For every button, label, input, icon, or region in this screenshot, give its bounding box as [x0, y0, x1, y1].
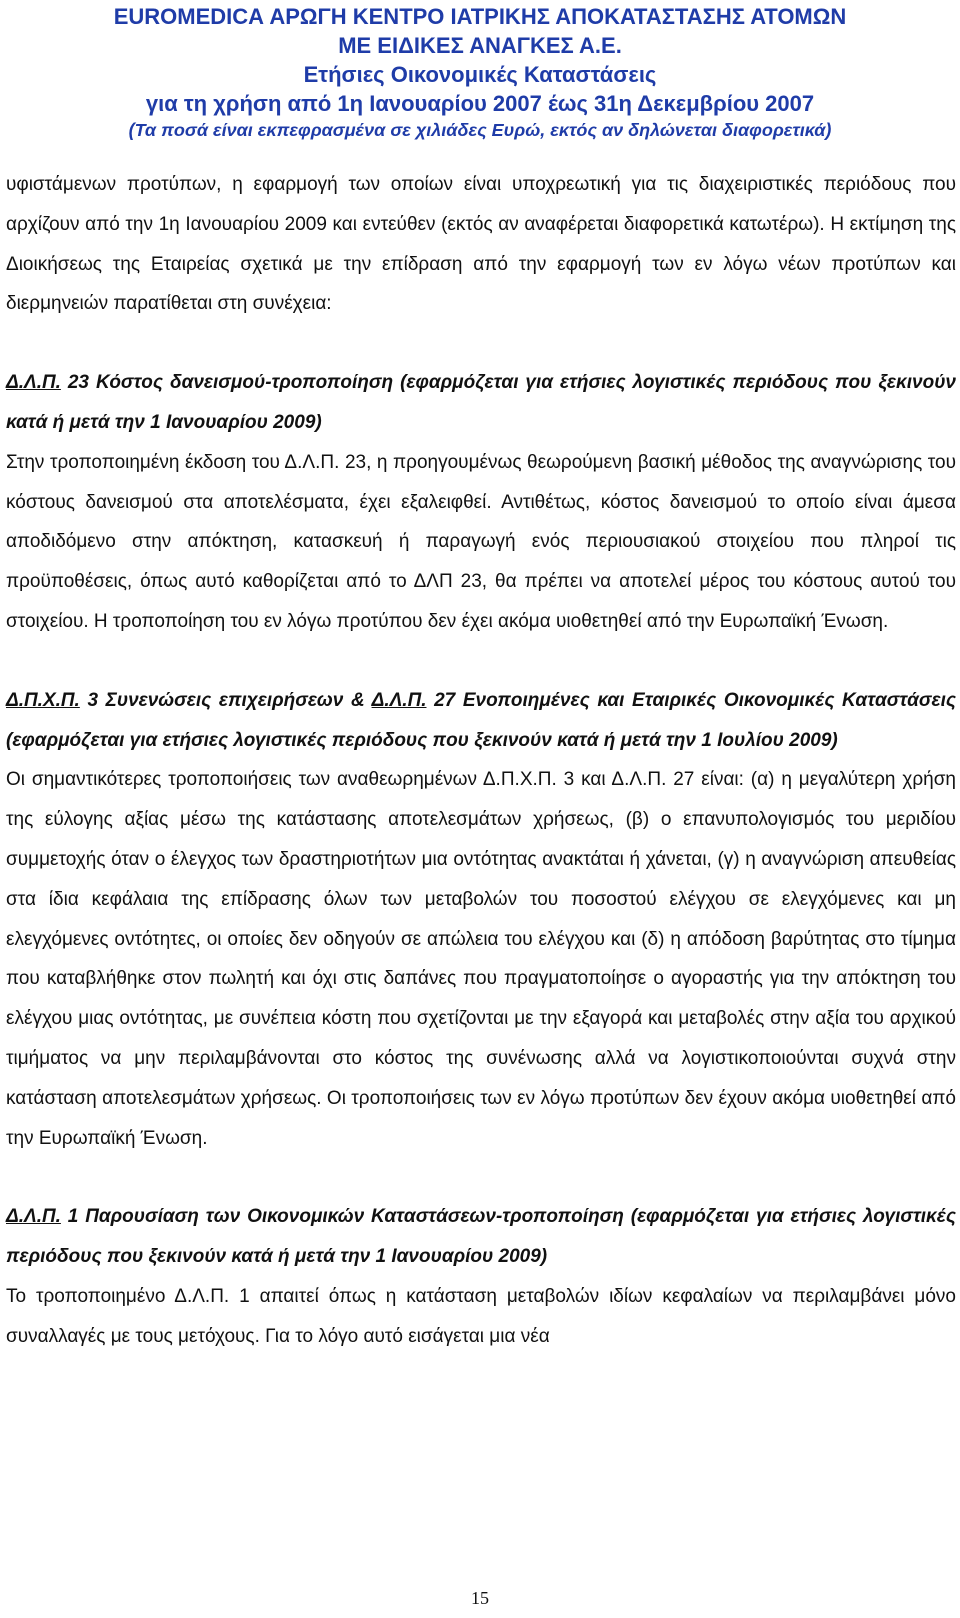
section-ias1-heading: [6, 1197, 956, 1277]
section-ias1-ref: Δ.Λ.Π.: [6, 1206, 61, 1228]
section-ias27-title: 27 Ενοποιημένες και Εταιρικές Οικονομικές Καταστάσεις (εφαρμόζεται για ετήσιες λογιστικές περιόδους που ξεκινούν κατά ή μετά την 1 Ιουλίου 2009): [6, 689, 956, 751]
spacer: [6, 324, 956, 363]
page-number: 15: [471, 1588, 489, 1608]
header-currency-note: (Τα ποσά είναι εκπεφρασμένα σε χιλιάδες Ευρώ, εκτός αν δηλώνεται διαφορετικά): [128, 120, 832, 140]
section-ias23-title: 23 Κόστος δανεισμού-τροποποίηση (εφαρμόζεται για ετήσιες λογιστικές περιόδους που ξεκινούν κατά ή μετά την 1 Ιανουαρίου 2009): [6, 372, 956, 433]
section-ifrs3-body: Οι σημαντικότερες τροποποιήσεις των αναθεωρημένων Δ.Π.Χ.Π. 3 και Δ.Λ.Π. 27 είναι: (α) η μεγαλύτερη χρήση της εύλογης αξίας μέσω της κατάστασης αποτελεσμάτων χρήσεως, (β) ο επανυπολογισμός του μεριδίου συμμετοχής όταν ο έλεγχος των δραστηριοτήτων μια οντότητας ανακτάται ή χάνεται, (γ) η αναγνώριση απευθείας στα ίδια κεφάλαια της επίδρασης όλων των μεταβολών του ποσοστού ελέγχου σε ελεγχόμενες και μη ελεγχόμενες οντότητες, οι οποίες δεν οδηγούν σε απώλεια του ελέγχου και (δ) η απόδοση βαρύτητας στο τίμημα που καταβλήθηκε στον πωλητή και όχι στις δαπάνες που πραγματοποίησε ο αγοραστής για την απόκτηση του ελέγχου μιας οντότητας, με συνέπεια κόστη που σχετίζονται με την εξαγορά και μεταβολές στην αξία του αρχικού τιμήματος να μην περιλαμβάνονται στο κόστος της συνένωσης αλλά να λογιστικοποιούνται συχνά στην κατάσταση αποτελεσμάτων χρήσεως. Οι τροποποιήσεις των εν λόγω προτύπων δεν έχουν ακόμα υιοθετηθεί από την Ευρωπαϊκή Ένωση.: [6, 769, 956, 1149]
header-report-title: Ετήσιες Οικονομικές Καταστάσεις: [303, 62, 657, 87]
section-ias23-heading: [6, 363, 956, 443]
section-ias27-ref: Δ.Λ.Π.: [371, 689, 427, 711]
document-body: [6, 165, 956, 1357]
section-ifrs3-heading: [6, 681, 956, 761]
intro-paragraph: υφιστάμενων προτύπων, η εφαρμογή των οποίων είναι υποχρεωτική για τις διαχειριστικές περιόδους που αρχίζουν από την 1η Ιανουαρίου 2009 και εντεύθεν (εκτός αν αναφέρεται διαφορετικά κατωτέρω). Η εκτίμηση της Διοικήσεως της Εταιρείας σχετικά με την επίδραση από την εφαρμογή των εν λόγω νέων προτύπων και διερμηνειών παρατίθεται στη συνέχεια:: [6, 174, 956, 315]
section-ifrs3-ref: Δ.Π.Χ.Π.: [6, 689, 80, 711]
spacer: [6, 642, 956, 681]
header-period: για τη χρήση από 1η Ιανουαρίου 2007 έως 31η Δεκεμβρίου 2007: [145, 91, 815, 116]
section-ias23-ref: Δ.Λ.Π.: [6, 372, 61, 394]
header-company-line-2: ΜΕ ΕΙΔΙΚΕΣ ΑΝΑΓΚΕΣ Α.Ε.: [338, 33, 622, 58]
section-ias1-body: Το τροποποιημένο Δ.Λ.Π. 1 απαιτεί όπως η κατάσταση μεταβολών ιδίων κεφαλαίων να περιλαμβάνει μόνο συναλλαγές με τους μετόχους. Για το λόγο αυτό εισάγεται μια νέα: [6, 1285, 956, 1347]
spacer: [6, 1158, 956, 1197]
section-ias23-body: Στην τροποποιημένη έκδοση του Δ.Λ.Π. 23, η προηγουμένως θεωρούμενη βασική μέθοδος της αναγνώρισης του κόστους δανεισμού στα αποτελέσματα, έχει εξαλειφθεί. Αντιθέτως, κόστος δανεισμού το οποίο είναι άμεσα αποδιδόμενο στην απόκτηση, κατασκευή ή παραγωγή ενός περιουσιακού στοιχείου που πληροί τις προϋποθέσεις, όπως αυτό καθορίζεται από το ΔΛΠ 23, θα πρέπει να αποτελεί μέρος του κόστους αυτού του στοιχείου. Η τροποποίηση του εν λόγω προτύπου δεν έχει ακόμα υιοθετηθεί από την Ευρωπαϊκή Ένωση.: [6, 451, 956, 632]
section-ias1-title: 1 Παρουσίαση των Οικονομικών Καταστάσεων-τροποποίηση (εφαρμόζεται για ετήσιες λογιστικές περιόδους που ξεκινούν κατά ή μετά την 1 Ιανουαρίου 2009): [6, 1206, 956, 1268]
section-ifrs3-title: 3 Συνενώσεις επιχειρήσεων &: [79, 689, 372, 711]
document-header: [0, 2, 960, 142]
header-company-line-1: EUROMEDICA ΑΡΩΓΗ ΚΕΝΤΡΟ ΙΑΤΡΙΚΗΣ ΑΠΟΚΑΤΑΣΤΑΣΗΣ ΑΤΟΜΩΝ: [113, 4, 847, 29]
